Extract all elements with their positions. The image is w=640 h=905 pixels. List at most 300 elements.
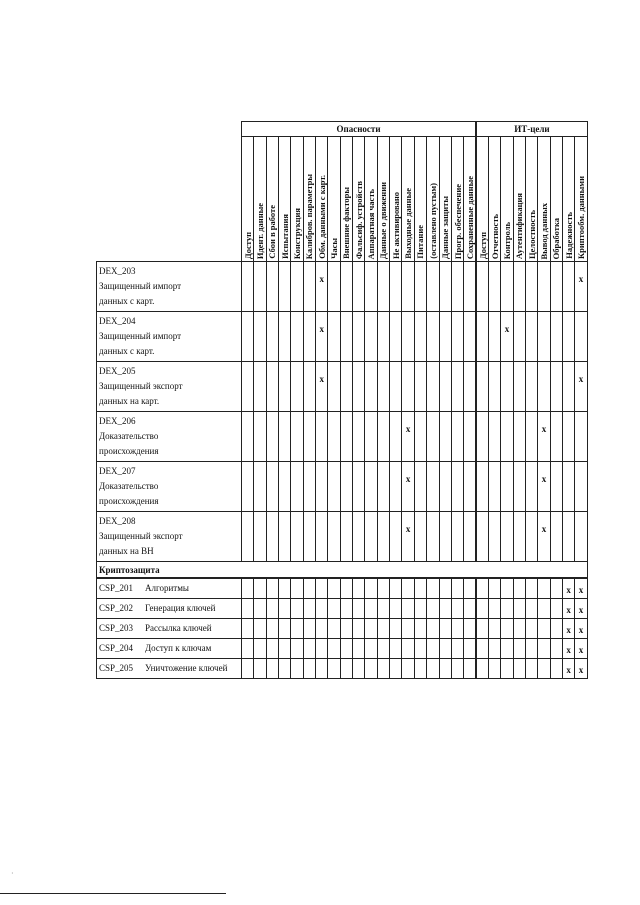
empty-cell	[464, 619, 476, 639]
column-header-label: Аутентификация	[514, 192, 525, 259]
empty-cell	[538, 362, 550, 412]
empty-cell	[279, 362, 291, 412]
empty-cell	[266, 659, 278, 679]
empty-cell	[414, 619, 426, 639]
empty-cell	[427, 312, 439, 362]
empty-cell	[254, 599, 266, 619]
empty-cell	[254, 262, 266, 312]
column-header-it	[513, 137, 525, 262]
empty-cell	[476, 412, 488, 462]
column-header-threat	[303, 137, 315, 262]
column-header-label: Калибров. параметры	[304, 173, 315, 259]
column-header-label: Обработка	[551, 217, 562, 259]
empty-cell	[340, 362, 352, 412]
empty-cell	[291, 362, 303, 412]
column-header-threat	[427, 137, 439, 262]
mark-cell: x	[402, 512, 414, 562]
empty-cell	[488, 512, 500, 562]
empty-cell	[464, 578, 476, 599]
empty-cell	[501, 578, 513, 599]
empty-cell	[328, 312, 340, 362]
table-row	[97, 412, 588, 462]
column-header-label: Внешние факторы	[341, 187, 352, 259]
empty-cell	[328, 512, 340, 562]
row-code: DEX_204	[99, 316, 136, 326]
mark-cell: x	[575, 578, 587, 599]
empty-cell	[501, 659, 513, 679]
empty-cell	[328, 262, 340, 312]
column-header-label: Не активировано	[390, 192, 401, 259]
empty-cell	[365, 362, 377, 412]
column-header-label: Испытания	[279, 214, 290, 259]
empty-cell	[414, 512, 426, 562]
empty-cell	[303, 312, 315, 362]
row-label	[97, 262, 242, 312]
mark-cell: x	[562, 578, 574, 599]
empty-cell	[340, 512, 352, 562]
empty-cell	[340, 659, 352, 679]
column-header-label: Прогр. обеспечение	[452, 183, 463, 259]
mark-cell: x	[575, 659, 587, 679]
column-header-label: Выходные данные	[402, 188, 413, 259]
empty-cell	[538, 619, 550, 639]
table-row	[97, 512, 588, 562]
empty-cell	[266, 512, 278, 562]
empty-cell	[414, 362, 426, 412]
column-header-threat	[254, 137, 266, 262]
empty-cell	[550, 262, 562, 312]
empty-cell	[377, 312, 389, 362]
empty-cell	[402, 659, 414, 679]
empty-cell	[303, 462, 315, 512]
empty-cell	[427, 578, 439, 599]
column-header-it	[488, 137, 500, 262]
empty-cell	[439, 619, 451, 639]
empty-cell	[476, 578, 488, 599]
mark-cell: x	[575, 639, 587, 659]
empty-cell	[328, 639, 340, 659]
empty-cell	[390, 599, 402, 619]
empty-cell	[279, 659, 291, 679]
mark-cell: x	[538, 412, 550, 462]
empty-cell	[501, 512, 513, 562]
empty-cell	[254, 462, 266, 512]
empty-cell	[427, 462, 439, 512]
empty-cell	[451, 362, 463, 412]
row-code: DEX_205	[99, 366, 136, 376]
empty-cell	[254, 639, 266, 659]
empty-cell	[476, 599, 488, 619]
empty-cell	[414, 462, 426, 512]
empty-cell	[476, 619, 488, 639]
column-header-label: Сбои в работе	[267, 205, 278, 259]
column-header-threat	[340, 137, 352, 262]
empty-cell	[377, 362, 389, 412]
row-description: Алгоритмы	[145, 583, 189, 593]
empty-cell	[427, 639, 439, 659]
empty-cell	[353, 312, 365, 362]
empty-cell	[365, 659, 377, 679]
column-header-it	[575, 137, 587, 262]
empty-cell	[353, 362, 365, 412]
empty-cell	[279, 312, 291, 362]
empty-cell	[488, 578, 500, 599]
empty-cell	[365, 578, 377, 599]
mark-cell: x	[575, 362, 587, 412]
empty-cell	[242, 312, 254, 362]
column-header-threat	[328, 137, 340, 262]
empty-cell	[439, 462, 451, 512]
empty-cell	[254, 412, 266, 462]
empty-cell	[340, 599, 352, 619]
empty-cell	[414, 578, 426, 599]
table-row	[97, 619, 588, 639]
empty-cell	[377, 412, 389, 462]
empty-cell	[390, 312, 402, 362]
row-code: DEX_208	[99, 516, 136, 526]
empty-cell	[538, 599, 550, 619]
empty-cell	[414, 412, 426, 462]
empty-cell	[562, 262, 574, 312]
table-row	[97, 639, 588, 659]
row-label	[97, 312, 242, 362]
empty-cell	[266, 578, 278, 599]
column-header-threat	[390, 137, 402, 262]
empty-cell	[242, 412, 254, 462]
empty-cell	[476, 262, 488, 312]
row-description: Доступ к ключам	[145, 643, 212, 653]
row-description: Уничтожение ключей	[145, 663, 228, 673]
empty-cell	[254, 619, 266, 639]
empty-cell	[242, 599, 254, 619]
mark-cell: x	[562, 619, 574, 639]
column-header-threat	[402, 137, 414, 262]
column-header-label: Вывод данных	[538, 202, 549, 259]
row-label	[97, 619, 242, 639]
empty-cell	[353, 512, 365, 562]
empty-cell	[242, 512, 254, 562]
empty-cell	[513, 639, 525, 659]
empty-cell	[513, 262, 525, 312]
empty-cell	[353, 639, 365, 659]
mark-cell: x	[575, 619, 587, 639]
empty-cell	[328, 619, 340, 639]
column-header-label: Отчетность	[489, 213, 500, 259]
header-blank	[97, 122, 242, 137]
table-row	[97, 312, 588, 362]
empty-cell	[279, 639, 291, 659]
table-row	[97, 462, 588, 512]
empty-cell	[488, 599, 500, 619]
table-row	[97, 578, 588, 599]
empty-cell	[279, 262, 291, 312]
empty-cell	[562, 512, 574, 562]
empty-cell	[353, 599, 365, 619]
empty-cell	[550, 639, 562, 659]
mark-cell: x	[316, 262, 328, 312]
empty-cell	[353, 659, 365, 679]
empty-cell	[501, 262, 513, 312]
empty-cell	[402, 262, 414, 312]
empty-cell	[464, 639, 476, 659]
empty-cell	[316, 659, 328, 679]
empty-cell	[340, 462, 352, 512]
empty-cell	[279, 599, 291, 619]
empty-cell	[291, 599, 303, 619]
empty-cell	[242, 262, 254, 312]
empty-cell	[513, 462, 525, 512]
empty-cell	[291, 639, 303, 659]
empty-cell	[464, 462, 476, 512]
column-header-label: Целостность	[526, 210, 537, 259]
empty-cell	[266, 412, 278, 462]
empty-cell	[464, 362, 476, 412]
empty-cell	[562, 462, 574, 512]
mark-cell: x	[316, 362, 328, 412]
section-title: Криптозащита	[97, 562, 588, 579]
empty-cell	[254, 362, 266, 412]
empty-cell	[291, 462, 303, 512]
empty-cell	[390, 462, 402, 512]
empty-cell	[451, 578, 463, 599]
empty-cell	[488, 659, 500, 679]
empty-cell	[328, 578, 340, 599]
row-description: Защищенный экспорт данных на карт.	[99, 381, 183, 406]
empty-cell	[414, 262, 426, 312]
column-header-it	[476, 137, 488, 262]
empty-cell	[513, 599, 525, 619]
empty-cell	[538, 659, 550, 679]
empty-cell	[464, 312, 476, 362]
empty-cell	[303, 578, 315, 599]
empty-cell	[439, 659, 451, 679]
empty-cell	[291, 619, 303, 639]
empty-cell	[525, 619, 537, 639]
row-code: DEX_207	[99, 466, 136, 476]
empty-cell	[377, 619, 389, 639]
empty-cell	[328, 659, 340, 679]
empty-cell	[365, 412, 377, 462]
empty-cell	[488, 639, 500, 659]
empty-cell	[575, 462, 587, 512]
empty-cell	[538, 639, 550, 659]
empty-cell	[513, 362, 525, 412]
matrix-table	[96, 121, 588, 679]
empty-cell	[550, 412, 562, 462]
empty-cell	[451, 619, 463, 639]
header-blank-2	[97, 137, 242, 262]
empty-cell	[390, 659, 402, 679]
row-description: Генерация ключей	[145, 603, 216, 613]
column-header-threat	[242, 137, 254, 262]
empty-cell	[476, 639, 488, 659]
column-header-threat	[414, 137, 426, 262]
column-header-threat	[365, 137, 377, 262]
empty-cell	[513, 578, 525, 599]
mark-cell: x	[562, 659, 574, 679]
column-header-it	[501, 137, 513, 262]
empty-cell	[501, 412, 513, 462]
empty-cell	[451, 462, 463, 512]
row-description: Доказательство происхождения	[99, 481, 159, 506]
column-header-label: Контроль	[501, 221, 512, 259]
empty-cell	[365, 512, 377, 562]
empty-cell	[402, 362, 414, 412]
mark-cell: x	[562, 639, 574, 659]
empty-cell	[451, 262, 463, 312]
empty-cell	[525, 312, 537, 362]
empty-cell	[402, 578, 414, 599]
empty-cell	[365, 312, 377, 362]
empty-cell	[328, 412, 340, 462]
empty-cell	[439, 262, 451, 312]
empty-cell	[242, 639, 254, 659]
empty-cell	[525, 659, 537, 679]
column-header-label: (оставлено пустым)	[427, 183, 438, 259]
empty-cell	[303, 659, 315, 679]
empty-cell	[427, 659, 439, 679]
empty-cell	[377, 262, 389, 312]
column-header-it	[562, 137, 574, 262]
row-label	[97, 412, 242, 462]
empty-cell	[550, 362, 562, 412]
empty-cell	[525, 362, 537, 412]
empty-cell	[439, 362, 451, 412]
column-header-label: Фальсиф. устройств	[353, 180, 364, 259]
empty-cell	[316, 639, 328, 659]
empty-cell	[451, 639, 463, 659]
row-description: Защищенный импорт данных с карт.	[99, 331, 182, 356]
empty-cell	[340, 619, 352, 639]
column-header-label: Обм. данными с карт.	[316, 175, 327, 259]
empty-cell	[501, 639, 513, 659]
mark-cell: x	[402, 462, 414, 512]
empty-cell	[575, 512, 587, 562]
empty-cell	[390, 639, 402, 659]
empty-cell	[353, 412, 365, 462]
column-header-threat	[316, 137, 328, 262]
empty-cell	[525, 639, 537, 659]
empty-cell	[353, 578, 365, 599]
empty-cell	[340, 412, 352, 462]
empty-cell	[439, 312, 451, 362]
empty-cell	[402, 639, 414, 659]
empty-cell	[390, 512, 402, 562]
empty-cell	[550, 619, 562, 639]
row-code: DEX_206	[99, 416, 136, 426]
empty-cell	[242, 362, 254, 412]
column-header-label: Данные защиты	[439, 196, 450, 259]
empty-cell	[390, 412, 402, 462]
empty-cell	[328, 462, 340, 512]
empty-cell	[377, 639, 389, 659]
empty-cell	[538, 262, 550, 312]
empty-cell	[501, 619, 513, 639]
table-row	[97, 362, 588, 412]
empty-cell	[266, 462, 278, 512]
empty-cell	[525, 599, 537, 619]
scan-mark: ·	[11, 869, 14, 878]
mark-cell: x	[575, 262, 587, 312]
column-header-label: Данные о движении	[378, 181, 389, 259]
column-header-it	[538, 137, 550, 262]
empty-cell	[451, 599, 463, 619]
empty-cell	[575, 312, 587, 362]
empty-cell	[279, 619, 291, 639]
empty-cell	[414, 312, 426, 362]
empty-cell	[550, 578, 562, 599]
empty-cell	[402, 312, 414, 362]
empty-cell	[414, 599, 426, 619]
column-header-it	[525, 137, 537, 262]
empty-cell	[414, 639, 426, 659]
empty-cell	[562, 312, 574, 362]
empty-cell	[464, 659, 476, 679]
empty-cell	[550, 312, 562, 362]
empty-cell	[488, 619, 500, 639]
empty-cell	[513, 619, 525, 639]
row-label	[97, 512, 242, 562]
empty-cell	[365, 619, 377, 639]
empty-cell	[488, 262, 500, 312]
mark-cell: x	[402, 412, 414, 462]
column-header-threat	[377, 137, 389, 262]
empty-cell	[525, 462, 537, 512]
row-code: CSP_203	[99, 623, 134, 633]
empty-cell	[390, 362, 402, 412]
empty-cell	[303, 599, 315, 619]
empty-cell	[365, 639, 377, 659]
empty-cell	[291, 262, 303, 312]
row-label	[97, 599, 242, 619]
column-header-label: Сохраненные данные	[464, 175, 475, 259]
column-header-label: Надежность	[563, 212, 574, 259]
empty-cell	[513, 312, 525, 362]
section-row	[97, 562, 588, 579]
group-header-it-objectives: ИТ-цели	[476, 122, 587, 137]
empty-cell	[316, 578, 328, 599]
empty-cell	[303, 412, 315, 462]
empty-cell	[439, 412, 451, 462]
footer-rule	[0, 893, 226, 894]
mark-cell: x	[538, 462, 550, 512]
group-header-threats: Опасности	[242, 122, 477, 137]
empty-cell	[328, 362, 340, 412]
empty-cell	[451, 512, 463, 562]
empty-cell	[390, 578, 402, 599]
column-header-label: Криптообм. данными	[575, 175, 586, 259]
empty-cell	[464, 412, 476, 462]
row-code: CSP_201	[99, 583, 134, 593]
empty-cell	[291, 412, 303, 462]
empty-cell	[266, 619, 278, 639]
empty-cell	[575, 412, 587, 462]
empty-cell	[451, 312, 463, 362]
column-header-label: Часы	[328, 238, 339, 259]
row-code: CSP_205	[99, 663, 134, 673]
empty-cell	[390, 619, 402, 639]
mark-cell: x	[538, 512, 550, 562]
row-description: Доказательство происхождения	[99, 431, 159, 456]
empty-cell	[550, 659, 562, 679]
empty-cell	[365, 599, 377, 619]
empty-cell	[439, 578, 451, 599]
row-code: DEX_203	[99, 266, 136, 276]
empty-cell	[525, 512, 537, 562]
column-header-threat	[439, 137, 451, 262]
empty-cell	[538, 578, 550, 599]
column-header-label: Доступ	[477, 231, 488, 259]
